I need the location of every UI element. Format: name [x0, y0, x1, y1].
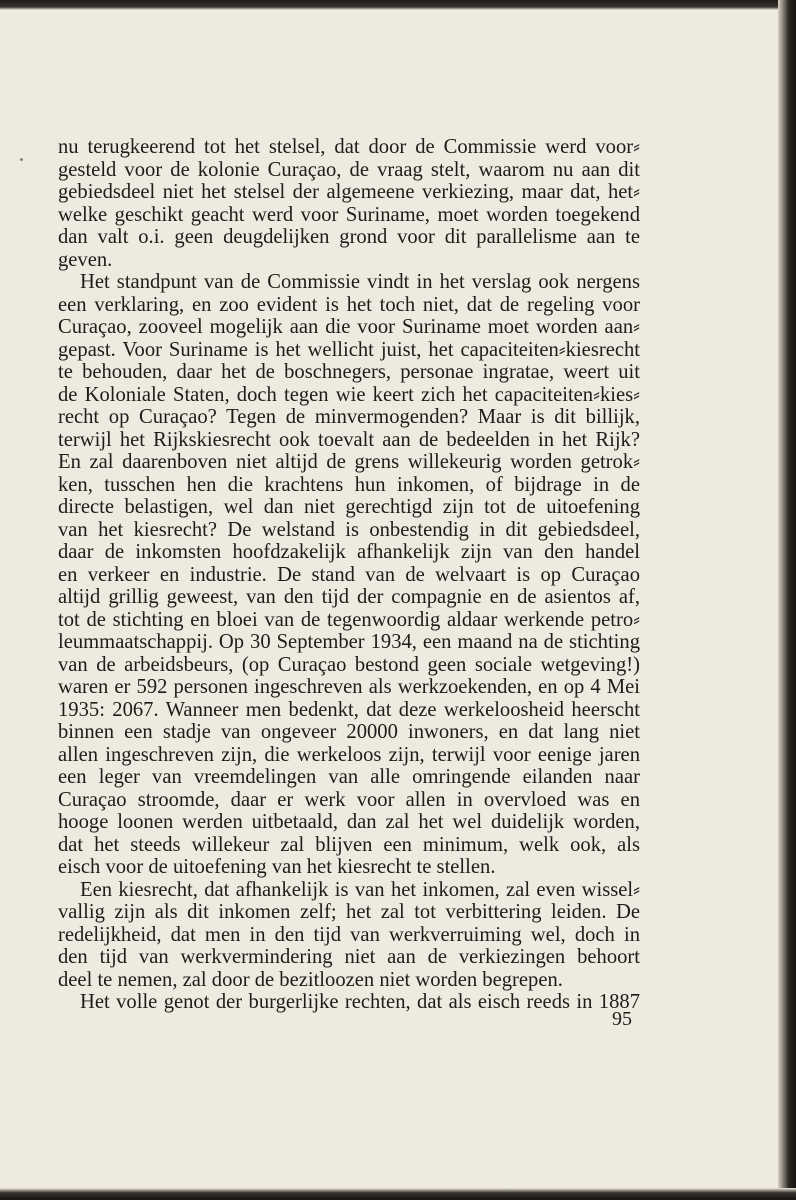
text-line: Het standpunt van de Commissie vindt in het verslag ook nergens	[80, 271, 640, 293]
text-line: nu terugkeerend tot het stelsel, dat door de Commissie werd voor⸗	[58, 136, 640, 158]
text-line: van het kiesrecht? De welstand is onbestendig in dit gebiedsdeel,	[58, 518, 640, 541]
text-line: altijd grillig geweest, van den tijd der compagnie en de asientos af,	[58, 586, 640, 608]
text-line: terwijl het Rijkskiesrecht ook toevalt aan de bedeelden in het Rijk?	[58, 428, 640, 451]
paragraph-1	[58, 136, 640, 271]
text-line: te behouden, daar het de boschnegers, personae ingratae, weert uit	[58, 361, 640, 383]
text-line: een verklaring, en zoo evident is het toch niet, dat de regeling voor	[58, 293, 640, 316]
text-line: gepast. Voor Suriname is het wellicht juist, het capaciteiten⸗kiesrecht	[58, 338, 640, 361]
body-text	[58, 136, 640, 1014]
text-line: binnen een stadje van ongeveer 20000 inwoners, en dat lang niet	[58, 721, 640, 743]
text-line: leummaatschappij. Op 30 September 1934, een maand na de stichting	[58, 631, 640, 653]
paragraph-3	[58, 879, 640, 992]
speck-mark	[20, 158, 23, 161]
text-line: directe belastigen, wel dan niet gerechtigd zijn tot de uitoefening	[58, 496, 640, 518]
paragraph-4	[58, 991, 640, 1014]
text-line: Een kiesrecht, dat afhankelijk is van het inkomen, zal even wissel⸗	[80, 878, 640, 901]
text-line: waren er 592 personen ingeschreven als werkzoekenden, en op 4 Mei	[58, 676, 640, 698]
scan-top-edge	[0, 0, 796, 10]
text-line: een leger van vreemdelingen van alle omringende eilanden naar	[58, 766, 640, 788]
text-line: recht op Curaçao? Tegen de minvermogenden? Maar is dit billijk,	[58, 406, 640, 428]
text-line: tot de stichting en bloei van de tegenwoordig aldaar werkende petro⸗	[58, 608, 640, 631]
scan-bottom-edge	[0, 1188, 796, 1200]
text-line: van de arbeidsbeurs, (op Curaçao bestond geen sociale wetgeving!)	[58, 653, 640, 676]
scan-right-edge	[778, 0, 796, 1200]
text-line: den tijd van werkvermindering niet aan de verkiezingen behoort	[58, 946, 640, 968]
text-line: gesteld voor de kolonie Curaçao, de vraag stelt, waarom nu aan dit	[58, 158, 640, 181]
text-line: welke geschikt geacht werd voor Suriname, moet worden toegekend	[58, 203, 640, 226]
text-line: daar de inkomsten hoofdzakelijk afhankelijk zijn van den handel	[58, 541, 640, 563]
text-line: Curaçao stroomde, daar er werk voor allen in overvloed was en	[58, 788, 640, 811]
text-line: geven.	[58, 248, 113, 271]
text-line: gebiedsdeel niet het stelsel der algemeene verkiezing, maar dat, het⸗	[58, 181, 640, 203]
book-page	[0, 8, 778, 1190]
text-line: de Koloniale Staten, doch tegen wie keert zich het capaciteiten⸗kies⸗	[58, 383, 640, 406]
text-line: redelijkheid, dat men in den tijd van werkverruiming wel, doch in	[58, 923, 640, 946]
text-line: ken, tusschen hen die krachtens hun inkomen, of bijdrage in de	[58, 473, 640, 496]
text-line: allen ingeschreven zijn, die werkeloos zijn, terwijl voor eenige jaren	[58, 743, 640, 766]
text-line: deel te nemen, zal door de bezitloozen niet worden begrepen.	[58, 968, 563, 991]
text-line: 1935: 2067. Wanneer men bedenkt, dat deze werkeloosheid heerscht	[58, 698, 640, 721]
text-line: eisch voor de uitoefening van het kiesrecht te stellen.	[58, 856, 496, 878]
text-line: dat het steeds willekeur zal blijven een minimum, welk ook, als	[58, 833, 640, 856]
text-line: en verkeer en industrie. De stand van de welvaart is op Curaçao	[58, 563, 640, 586]
text-line: hooge loonen werden uitbetaald, dan zal het wel duidelijk worden,	[58, 811, 640, 833]
page-number: 95	[612, 1008, 632, 1030]
paragraph-2	[58, 271, 640, 879]
text-line: vallig zijn als dit inkomen zelf; het zal tot verbittering leiden. De	[58, 901, 640, 923]
text-line: dan valt o.i. geen deugdelijken grond voor dit parallelisme aan te	[58, 226, 640, 248]
text-line: En zal daarenboven niet altijd de grens willekeurig worden getrok⸗	[58, 451, 640, 473]
text-line: Curaçao, zooveel mogelijk aan die voor Suriname moet worden aan⸗	[58, 316, 640, 338]
text-line: Het volle genot der burgerlijke rechten, dat als eisch reeds in 1887	[80, 991, 640, 1013]
